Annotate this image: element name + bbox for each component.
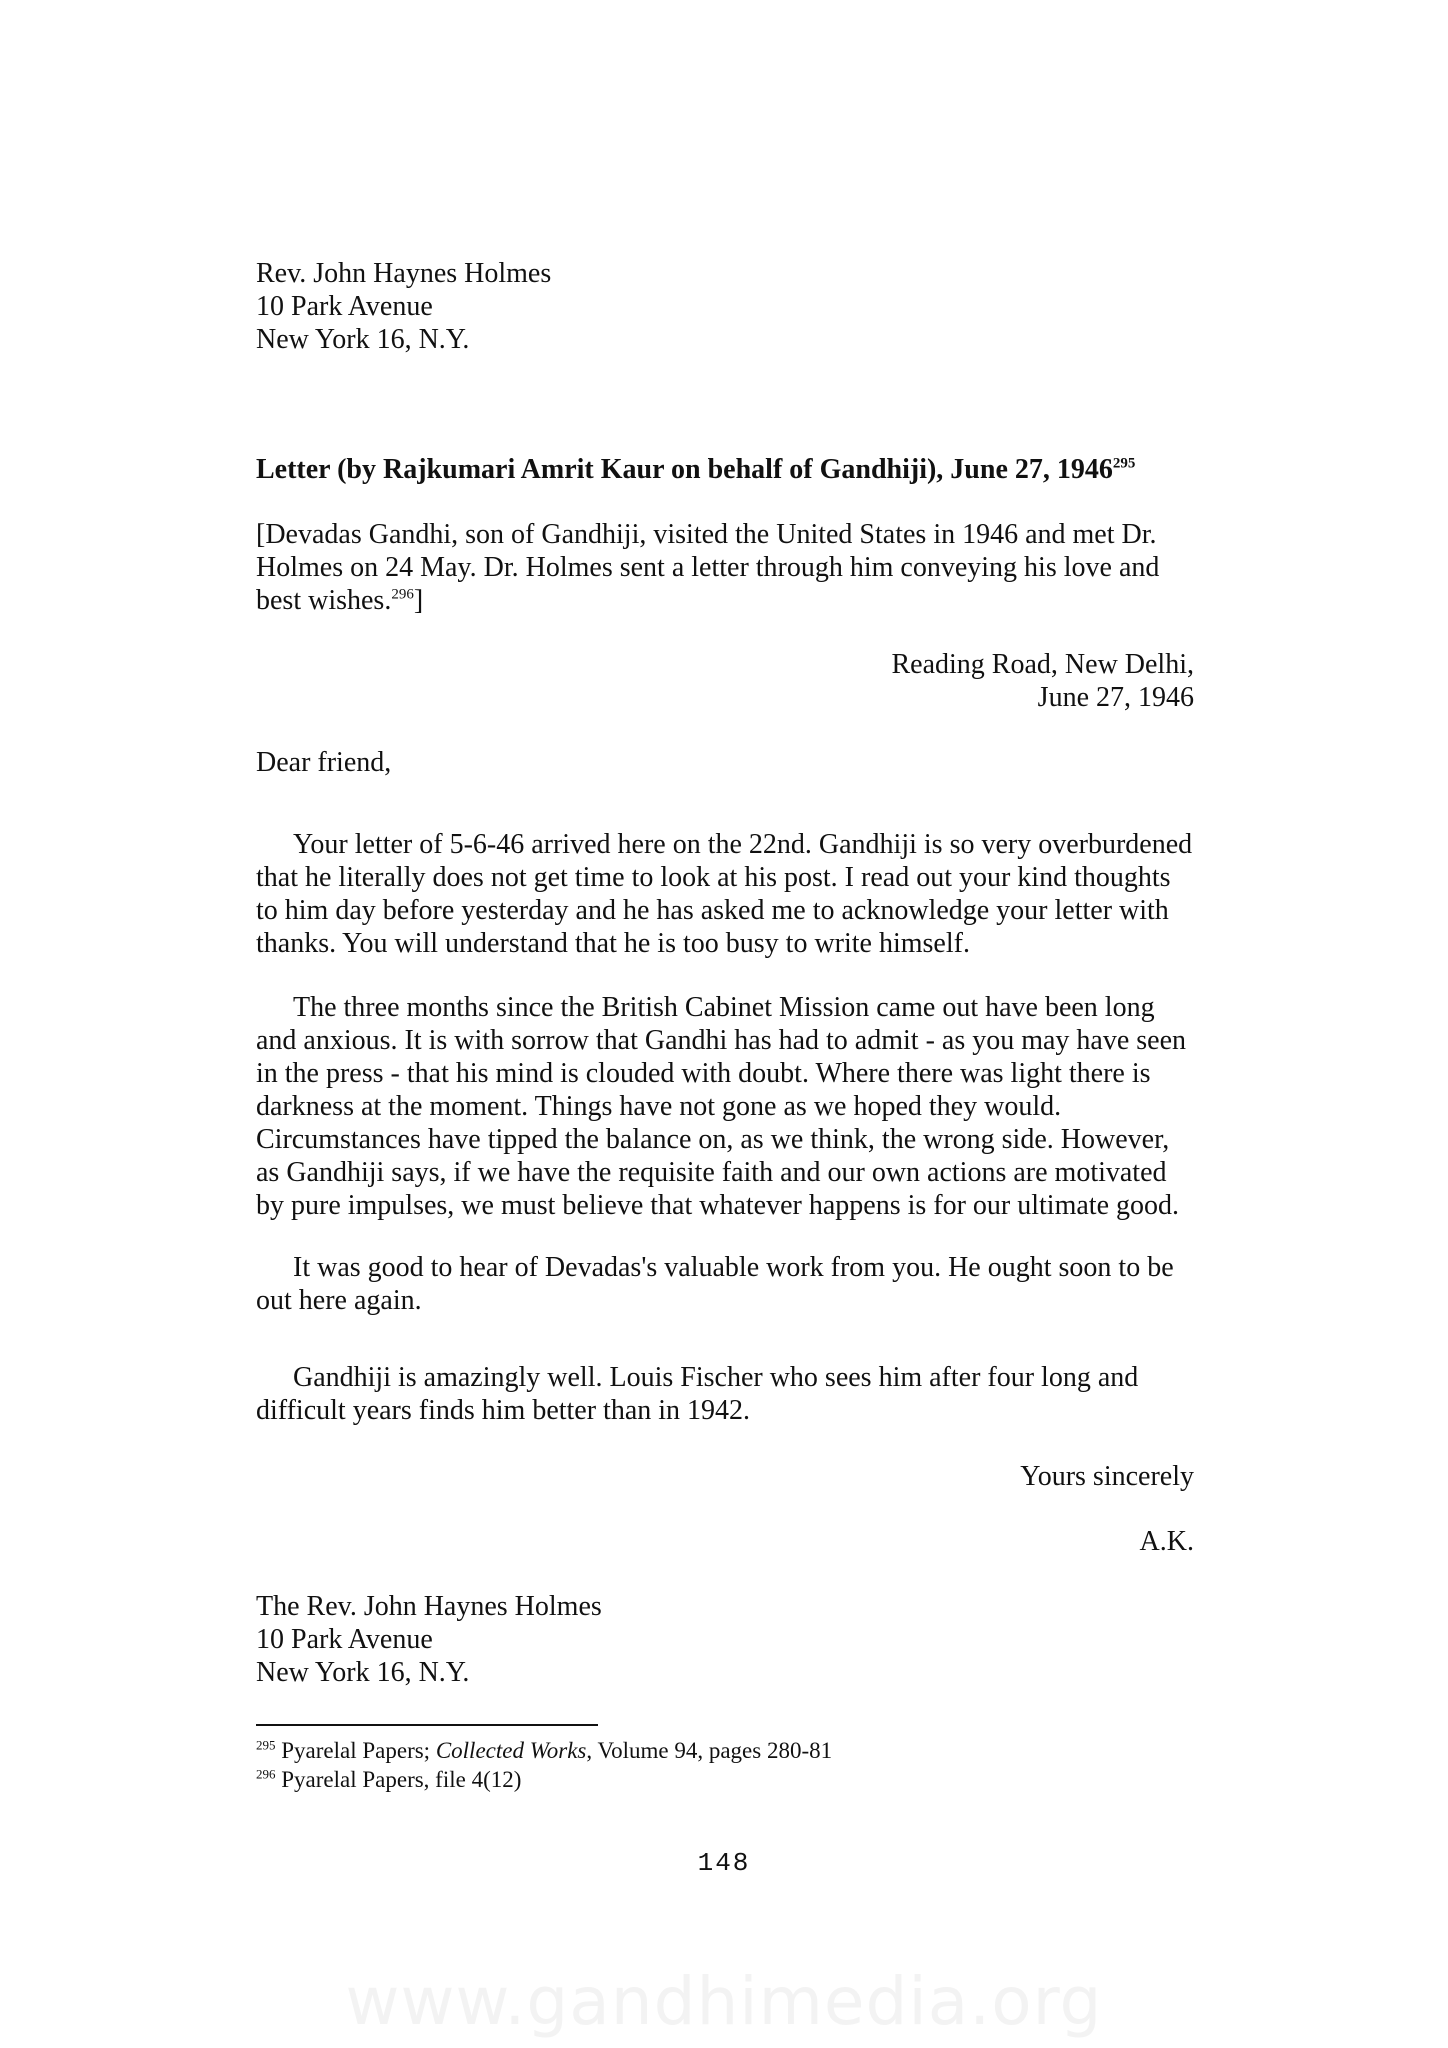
address-line: 10 Park Avenue <box>256 291 433 322</box>
footnote-item <box>256 1765 832 1794</box>
body-paragraph-3: It was good to hear of Devadas's valuable work from you. He ought soon to be out here again. <box>256 1252 1174 1316</box>
footnote-text: Pyarelal Papers; <box>281 1738 436 1763</box>
footnote-text: , Volume 94, pages 280-81 <box>586 1738 833 1763</box>
footnote-number: 296 <box>256 1766 276 1782</box>
closing: Yours sincerely <box>1020 1461 1194 1492</box>
watermark: www.gandhimedia.org <box>345 1963 1103 2040</box>
footnote-number: 295 <box>256 1737 276 1753</box>
footnote-ref: 296 <box>391 586 414 603</box>
footnote-title: Collected Works <box>435 1738 587 1763</box>
page-number: 148 <box>697 1848 751 1878</box>
body-paragraph-1: Your letter of 5-6-46 arrived here on the 22nd. Gandhiji is so very overburdened that he literally does not get time to look at his post. I read out your kind thoughts to him day before yesterday and he has asked me to acknowledge your letter with thanks. You will understand that he is too busy to write himself. <box>256 829 1193 959</box>
dateline <box>256 648 1194 714</box>
body-paragraph-4: Gandhiji is amazingly well. Louis Fischer who sees him after four long and difficult years finds him better than in 1942. <box>256 1362 1139 1426</box>
salutation: Dear friend, <box>256 747 392 778</box>
footnote-ref: 295 <box>1112 455 1136 472</box>
dateline-date: June 27, 1946 <box>1037 682 1194 713</box>
recipient-address-top <box>256 257 1194 356</box>
address-line: Rev. John Haynes Holmes <box>256 258 552 289</box>
signature: A.K. <box>1139 1526 1194 1557</box>
recipient-address-bottom <box>256 1590 1194 1689</box>
address-line: New York 16, N.Y. <box>256 1657 470 1688</box>
footnotes <box>256 1736 832 1794</box>
footnote-divider <box>256 1724 598 1726</box>
footnote-text: Pyarelal Papers, file 4(12) <box>281 1767 522 1792</box>
body-paragraph-2: The three months since the British Cabinet Mission came out have been long and anxious. It is with sorrow that Gandhi has had to admit - as you may have seen in the press - that his mind is clouded with doubt. Where there was light there is darkness at the moment. Things have not gone as we hoped they would. Circumstances have tipped the balance on, as we think, the wrong side. However, as Gandhiji says, if we have the requisite faith and our own actions are motivated by pure impulses, we must believe that whatever happens is for our ultimate good. <box>256 992 1187 1221</box>
heading-text: Letter (by Rajkumari Amrit Kaur on behalf of Gandhiji), June 27, 1946 <box>256 454 1113 485</box>
intro-closing-bracket: ] <box>413 585 424 616</box>
intro-text: [Devadas Gandhi, son of Gandhiji, visited the United States in 1946 and met Dr. Holmes on 24 May. Dr. Holmes sent a letter through him conveying his love and best wishes. <box>256 519 1160 616</box>
address-line: The Rev. John Haynes Holmes <box>256 1591 602 1622</box>
editorial-intro <box>256 518 1194 617</box>
address-line: New York 16, N.Y. <box>256 324 470 355</box>
address-line: 10 Park Avenue <box>256 1624 433 1655</box>
dateline-place: Reading Road, New Delhi, <box>891 649 1194 680</box>
footnote-item <box>256 1736 832 1765</box>
letter-heading <box>256 453 1194 486</box>
